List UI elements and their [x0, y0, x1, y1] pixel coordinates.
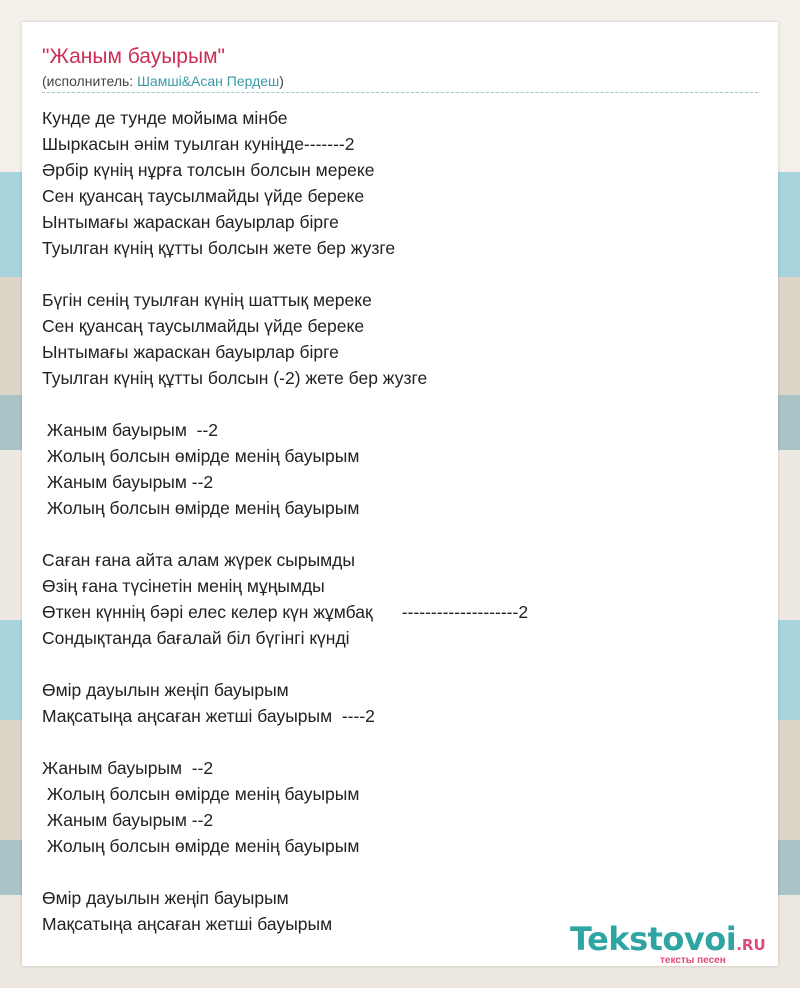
- lyric-line: Өмір дауылын жеңіп бауырым: [42, 680, 289, 700]
- lyric-line: Ынтымағы жараскан бауырлар бірге: [42, 212, 339, 232]
- lyric-line: Жолың болсын өмірде менің бауырым: [42, 446, 360, 466]
- lyric-line: Жолың болсын өмірде менің бауырым: [42, 498, 360, 518]
- lyric-line: Шыркасын әнім туылган куніңде-------2: [42, 134, 355, 154]
- artist-link[interactable]: Шамші&Асан Пердеш: [137, 73, 280, 89]
- title-divider: [42, 92, 758, 93]
- lyric-line: Жолың болсын өмірде менің бауырым: [42, 784, 360, 804]
- lyric-line: [42, 521, 762, 547]
- lyric-line: [42, 261, 762, 287]
- lyric-line: [42, 859, 762, 885]
- logo-tagline: тексты песен: [660, 955, 726, 966]
- artist-prefix: (исполнитель:: [42, 73, 138, 89]
- lyric-line: Ынтымағы жараскан бауырлар бірге: [42, 342, 339, 362]
- lyric-line: Өмір дауылын жеңіп бауырым: [42, 888, 289, 908]
- lyric-line: Туылган күнің құтты болсын жете бер жузге: [42, 238, 396, 258]
- lyric-line: Жаным бауырым --2: [42, 810, 214, 830]
- lyrics-card: [22, 22, 778, 966]
- lyric-line: Сондықтанда бағалай біл бүгінгі күнді: [42, 628, 350, 648]
- lyric-line: Жаным бауырым --2: [42, 420, 219, 440]
- song-title: "Жаным бауырым": [42, 45, 225, 68]
- lyric-line: Жаным бауырым --2: [42, 758, 214, 778]
- lyrics-text: [42, 105, 762, 937]
- lyric-line: Жаным бауырым --2: [42, 472, 214, 492]
- lyric-line: Сен қуансаң таусылмайды үйде береке: [42, 316, 365, 336]
- logo-name: Tekstovoi: [570, 920, 737, 958]
- lyric-line: [42, 729, 762, 755]
- lyric-line: Жолың болсын өмірде менің бауырым: [42, 836, 360, 856]
- lyric-line: Бүгін сенің туылған күнің шаттық мереке: [42, 290, 372, 310]
- lyric-line: Мақсатыңа аңсаған жетші бауырым ----2: [42, 706, 375, 726]
- lyric-line: [42, 391, 762, 417]
- lyric-line: [42, 651, 762, 677]
- lyric-line: Туылган күнің құтты болсын (-2) жете бер жузге: [42, 368, 428, 388]
- lyric-line: Кунде де тунде мойыма мінбе: [42, 108, 288, 128]
- artist-line: [42, 72, 284, 90]
- lyric-line: Өткен күннің бәрі елес келер күн жұмбақ --------------------2: [42, 602, 529, 622]
- artist-suffix: ): [279, 73, 284, 89]
- lyric-line: Сен қуансаң таусылмайды үйде береке: [42, 186, 365, 206]
- lyric-line: Әрбір күнің нұрға толсын болсын мереке: [42, 160, 375, 180]
- lyric-line: Саған ғана айта алам жүрек сырымды: [42, 550, 355, 570]
- lyric-line: Мақсатыңа аңсаған жетші бауырым: [42, 914, 333, 934]
- logo-tld: .RU: [736, 936, 766, 954]
- lyric-line: Өзің ғана түсінетін менің мұңымды: [42, 576, 325, 596]
